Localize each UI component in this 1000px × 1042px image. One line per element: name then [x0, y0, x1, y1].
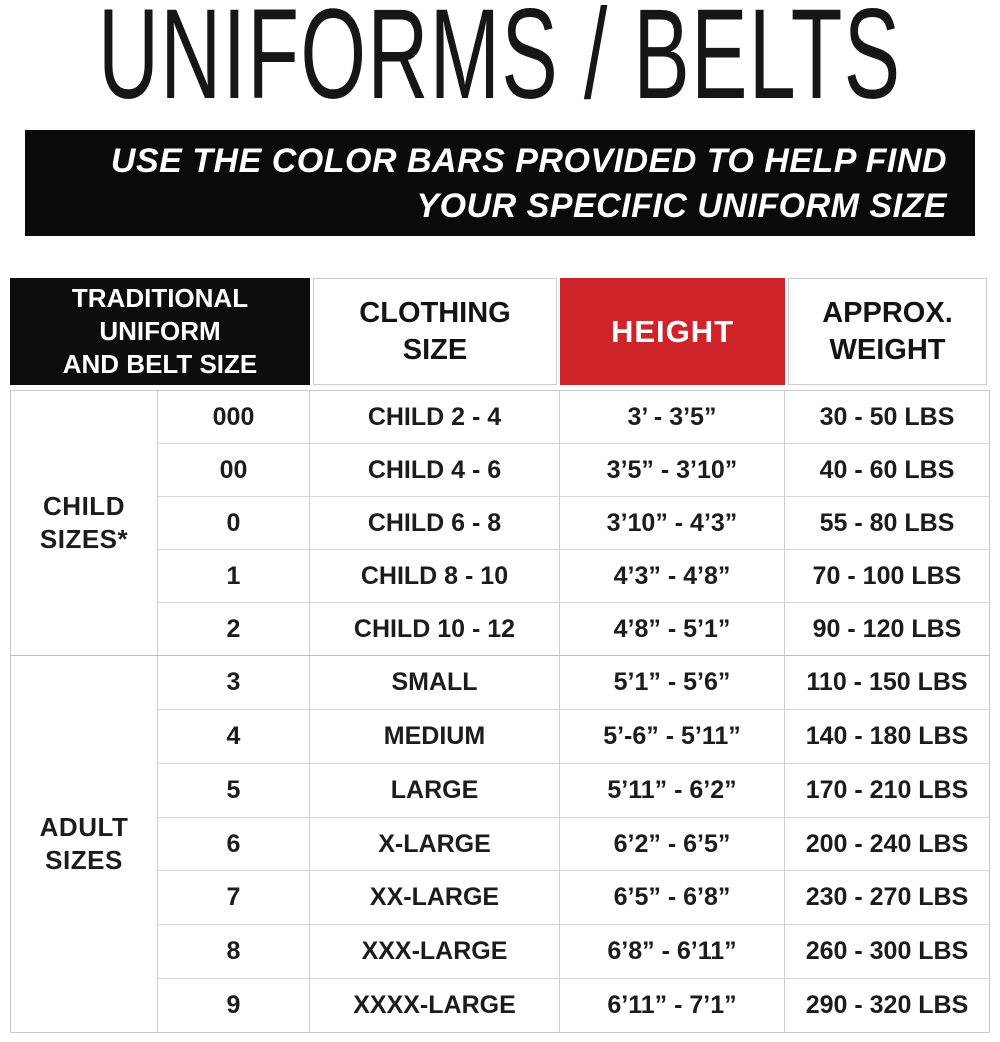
header-slot-traditional — [10, 278, 310, 385]
cell-weight: 260 - 300 LBS — [805, 937, 969, 966]
size-row — [158, 549, 989, 602]
cell-clothing-size: MEDIUM — [310, 710, 560, 763]
cell-traditional-size: 4 — [158, 710, 310, 763]
child-rows — [158, 391, 989, 655]
cell-weight: 200 - 240 LBS — [805, 829, 969, 858]
size-row — [158, 443, 989, 496]
cell-weight: 30 - 50 LBS — [819, 402, 955, 431]
cell-clothing-size: CHILD 2 - 4 — [310, 391, 560, 443]
size-row — [158, 709, 989, 763]
header-line: APPROX. — [822, 296, 953, 329]
table-header-row — [10, 278, 990, 385]
cell-height: 5’11” - 6’2” — [560, 764, 785, 817]
cell-height: 6’8” - 6’11” — [560, 925, 785, 978]
cell-weight: 110 - 150 LBS — [806, 667, 968, 696]
cell-height: 5’-6” - 5’11” — [560, 710, 785, 763]
size-row — [158, 391, 989, 443]
cell-clothing-size: X-LARGE — [310, 818, 560, 871]
header-slot-clothing — [310, 278, 560, 385]
cell-clothing-size: SMALL — [310, 656, 560, 709]
size-row — [158, 656, 989, 709]
cell-weight: 40 - 60 LBS — [819, 455, 955, 484]
size-row — [158, 496, 989, 549]
instruction-banner — [25, 130, 975, 236]
header-approx-weight — [788, 278, 987, 385]
cell-weight: 290 - 320 LBS — [805, 991, 969, 1020]
cell-height: 3’ - 3’5” — [560, 391, 785, 443]
cell-traditional-size: 7 — [158, 871, 310, 924]
size-row — [158, 763, 989, 817]
cell-height: 4’3” - 4’8” — [560, 550, 785, 602]
section-label-adult: ADULT SIZES — [11, 656, 158, 1032]
header-line: SIZE — [402, 333, 468, 366]
cell-height: 6’2” - 6’5” — [560, 818, 785, 871]
cell-clothing-size: CHILD 10 - 12 — [310, 603, 560, 655]
header-line: UNIFORM — [99, 316, 221, 346]
size-row — [158, 817, 989, 871]
size-table — [10, 390, 990, 1033]
header-line: TRADITIONAL — [71, 283, 249, 313]
cell-clothing-size: CHILD 4 - 6 — [310, 444, 560, 496]
cell-traditional-size: 6 — [158, 818, 310, 871]
cell-traditional-size: 5 — [158, 764, 310, 817]
cell-weight: 170 - 210 LBS — [805, 775, 969, 804]
cell-traditional-size: 1 — [158, 550, 310, 602]
header-line: CLOTHING — [359, 296, 511, 329]
cell-height: 6’5” - 6’8” — [560, 871, 785, 924]
cell-traditional-size: 0 — [158, 497, 310, 549]
section-label-child: CHILD SIZES* — [11, 391, 158, 655]
size-row — [158, 978, 989, 1032]
cell-clothing-size: XX-LARGE — [310, 871, 560, 924]
cell-height: 5’1” - 5’6” — [560, 656, 785, 709]
cell-height: 3’10” - 4’3” — [560, 497, 785, 549]
cell-traditional-size: 9 — [158, 979, 310, 1032]
adult-rows — [158, 656, 989, 1032]
header-line: HEIGHT — [610, 313, 735, 349]
cell-traditional-size: 3 — [158, 656, 310, 709]
cell-traditional-size: 000 — [158, 391, 310, 443]
header-clothing-size — [313, 278, 557, 385]
size-row — [158, 924, 989, 978]
header-line: AND BELT SIZE — [62, 349, 258, 379]
cell-traditional-size: 8 — [158, 925, 310, 978]
cell-weight: 90 - 120 LBS — [812, 614, 962, 643]
cell-height: 6’11” - 7’1” — [560, 979, 785, 1032]
page-title-wrap — [0, 0, 1000, 126]
page-title: UNIFORMS / BELTS — [98, 0, 902, 126]
header-traditional-uniform-belt-size — [10, 278, 310, 385]
header-slot-weight — [785, 278, 990, 385]
cell-clothing-size: XXX-LARGE — [310, 925, 560, 978]
cell-weight: 230 - 270 LBS — [805, 883, 969, 912]
size-row — [158, 870, 989, 924]
size-row — [158, 602, 989, 655]
header-line: WEIGHT — [829, 333, 946, 366]
cell-height: 4’8” - 5’1” — [560, 603, 785, 655]
section-adult-sizes — [11, 655, 989, 1032]
cell-traditional-size: 00 — [158, 444, 310, 496]
header-height — [560, 278, 785, 385]
cell-weight: 55 - 80 LBS — [819, 508, 955, 537]
cell-clothing-size: XXXX-LARGE — [310, 979, 560, 1032]
cell-height: 3’5” - 3’10” — [560, 444, 785, 496]
section-child-sizes — [11, 391, 989, 655]
header-slot-height — [560, 278, 785, 385]
cell-weight: 70 - 100 LBS — [812, 561, 962, 590]
banner-line-2: YOUR SPECIFIC UNIFORM SIZE — [416, 187, 947, 225]
cell-clothing-size: CHILD 8 - 10 — [310, 550, 560, 602]
banner-line-1: USE THE COLOR BARS PROVIDED TO HELP FIND — [110, 142, 947, 180]
cell-clothing-size: LARGE — [310, 764, 560, 817]
cell-clothing-size: CHILD 6 - 8 — [310, 497, 560, 549]
cell-weight: 140 - 180 LBS — [805, 721, 969, 750]
cell-traditional-size: 2 — [158, 603, 310, 655]
